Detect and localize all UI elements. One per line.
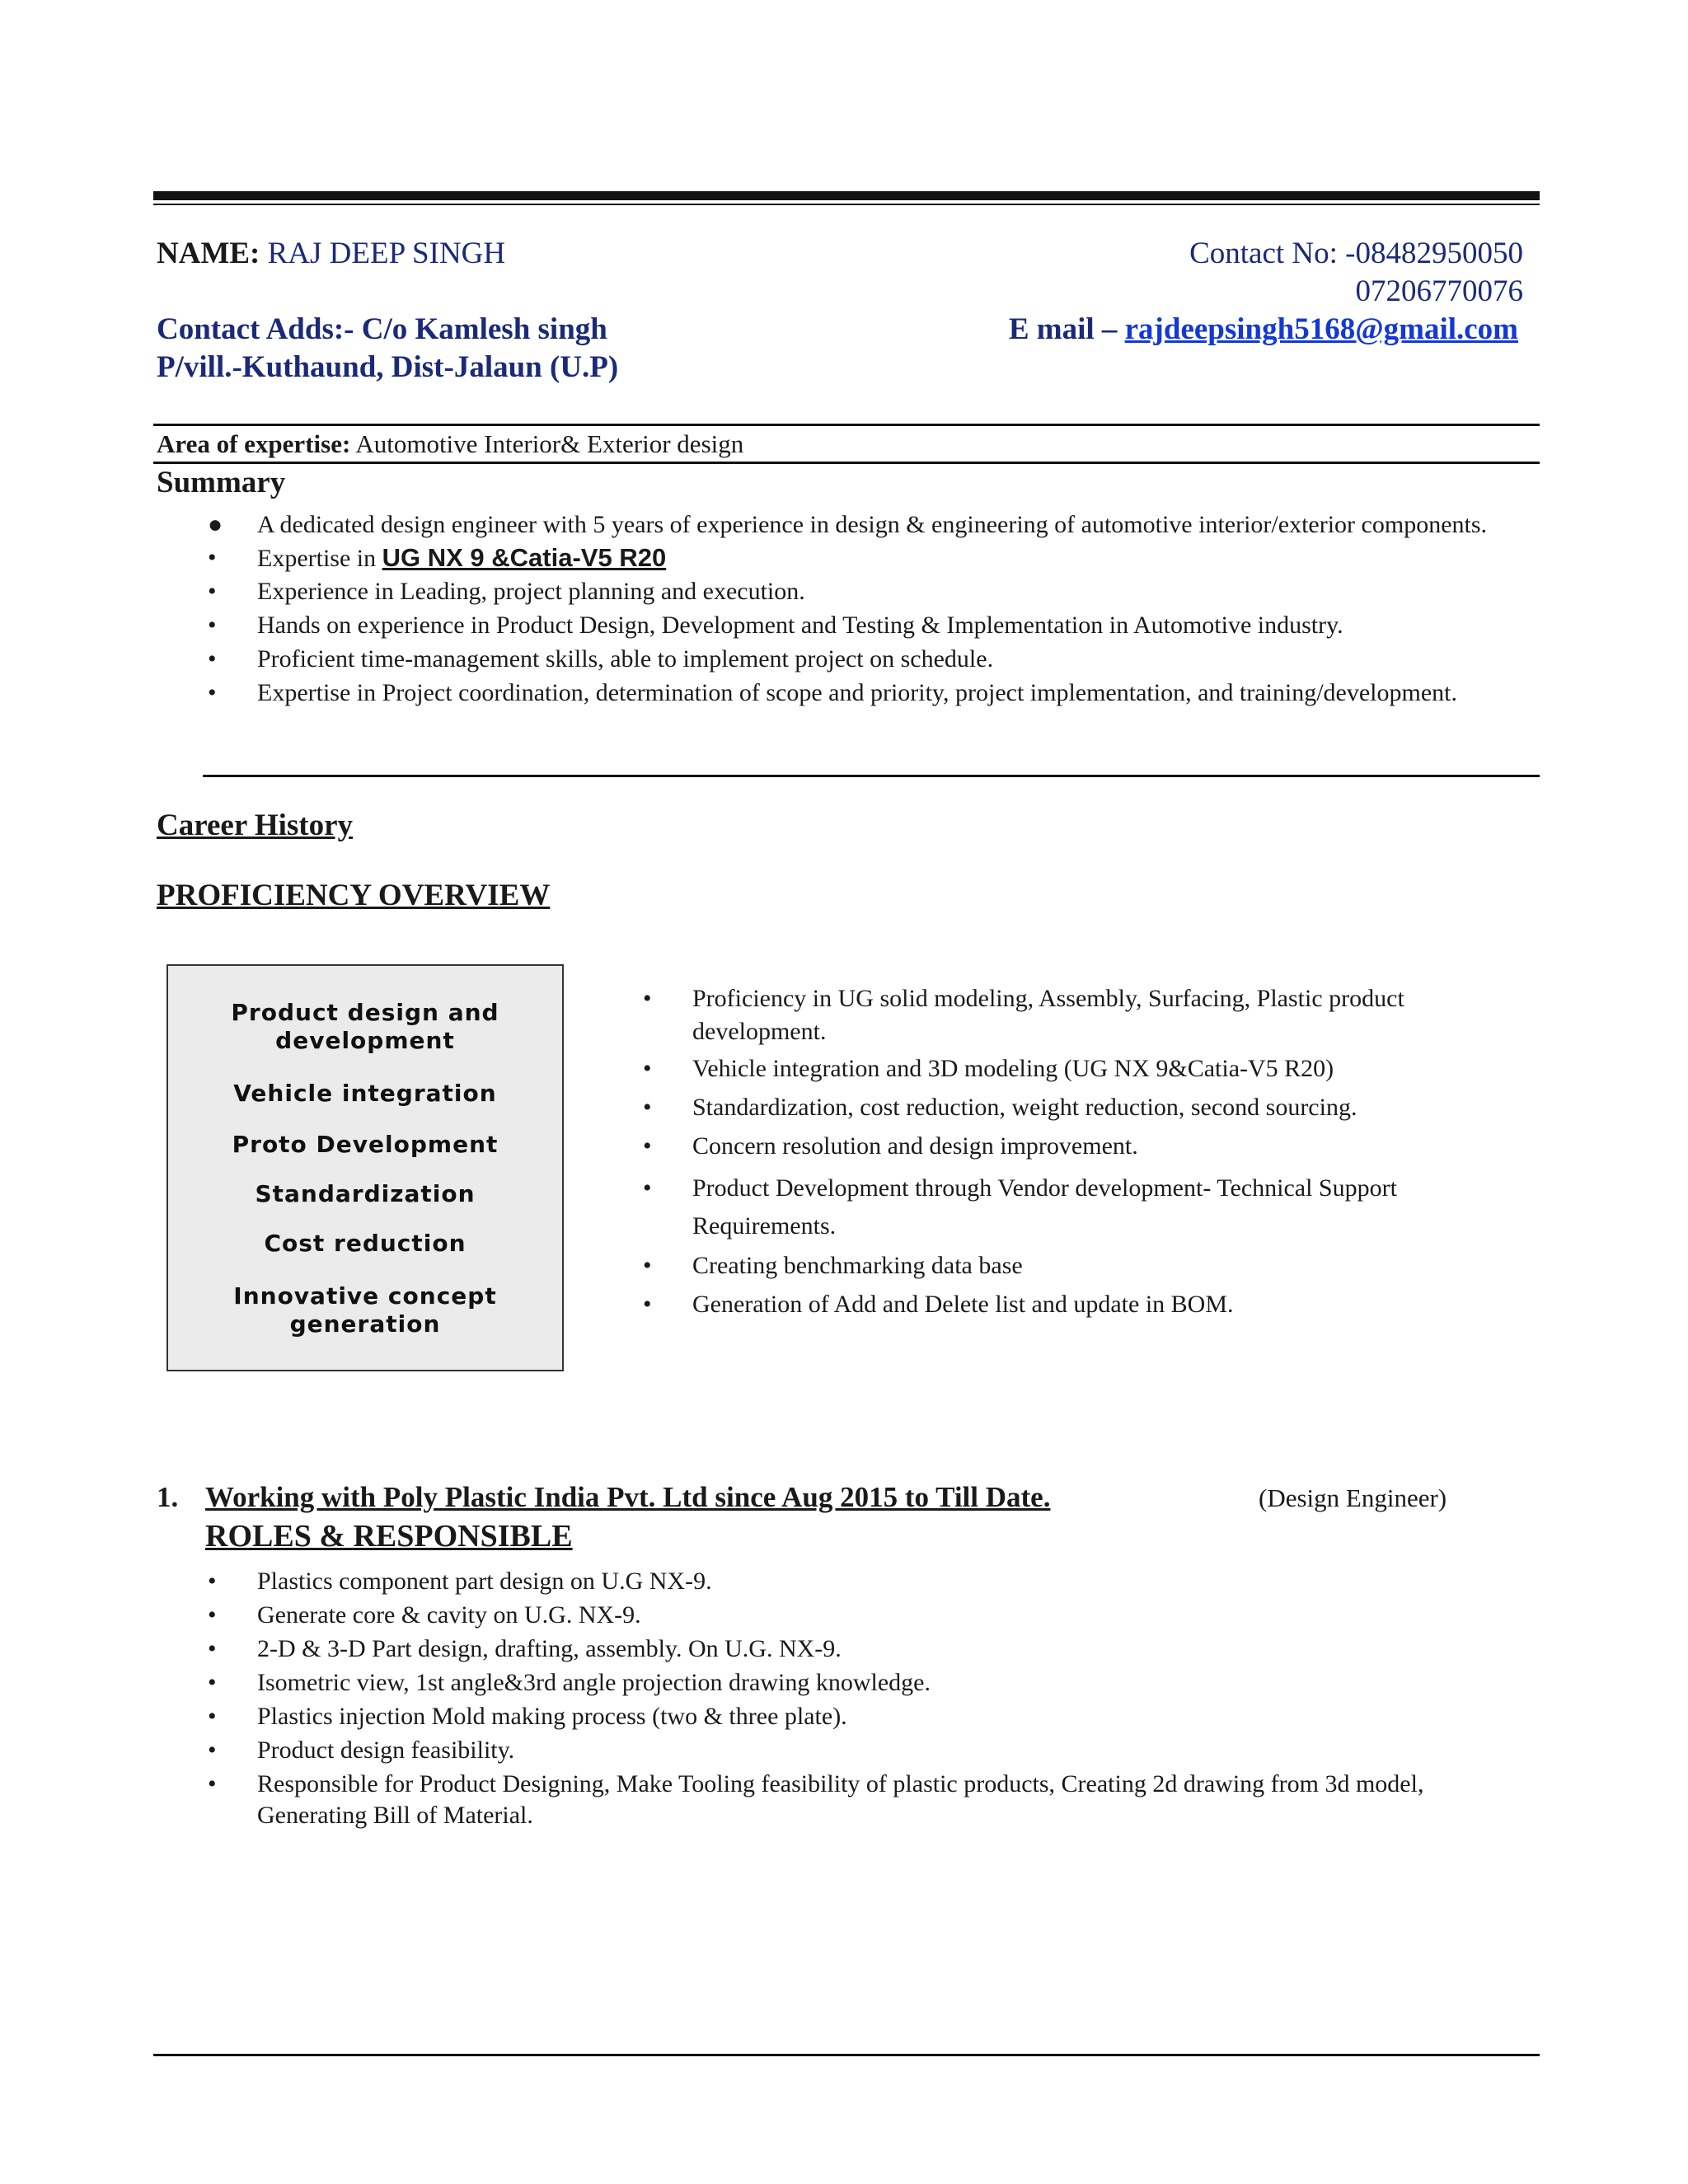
list-item: • Product design feasibility.	[208, 1736, 515, 1764]
list-item: • Concern resolution and design improvement.	[643, 1132, 1138, 1160]
job-number: 1.	[157, 1481, 179, 1513]
summary-rule	[203, 775, 1540, 777]
top-rule-thick	[153, 191, 1540, 200]
roles-list	[208, 1566, 1493, 1831]
name-label: NAME:	[157, 237, 260, 270]
job-title: Working with Poly Plastic India Pvt. Ltd since Aug 2015 to Till Date.	[205, 1481, 1051, 1513]
skill-item: Product design and development	[231, 999, 499, 1054]
skill-item: Cost reduction	[264, 1230, 467, 1257]
skill-item: Standardization	[255, 1180, 476, 1207]
top-rule-thin	[153, 204, 1540, 205]
list-item: • Plastics component part design on U.G NX-9.	[208, 1568, 712, 1595]
expertise-rule-top	[153, 424, 1540, 426]
phone-1: 08482950050	[1355, 237, 1523, 270]
list-item: • 2-D & 3-D Part design, drafting, assembly. On U.G. NX-9.	[208, 1635, 842, 1662]
contact-number	[1189, 236, 1523, 271]
job-role: (Design Engineer)	[1259, 1483, 1447, 1512]
list-item: • Product Development through Vendor development- Technical Support Requirements.	[643, 1174, 1397, 1240]
expertise-value: Automotive Interior& Exterior design	[355, 429, 744, 458]
email-line	[1009, 312, 1518, 347]
tools-highlight: UG NX 9 &Catia-V5 R20	[382, 543, 667, 572]
expertise-rule-bottom	[153, 462, 1540, 464]
list-item: • Proficiency in UG solid modeling, Assembly, Surfacing, Plastic product development.	[643, 985, 1404, 1045]
email-label: E mail –	[1008, 312, 1118, 346]
list-item: • Expertise in Project coordination, determination of scope and priority, project implementation, and training/development.	[208, 679, 1457, 706]
list-item: • Vehicle integration and 3D modeling (UG NX 9&Catia-V5 R20)	[643, 1055, 1334, 1082]
list-item: • Responsible for Product Designing, Make Tooling feasibility of plastic products, Creating 2d drawing from 3d model, Generating Bill of Material.	[208, 1770, 1424, 1829]
skills-box	[166, 964, 564, 1371]
expertise-line	[157, 429, 743, 459]
list-item: ● A dedicated design engineer with 5 years of experience in design & engineering of automotive interior/exterior components.	[208, 511, 1488, 538]
roles-heading: ROLES & RESPONSIBLE	[205, 1519, 573, 1554]
contact-label: Contact No: -	[1189, 237, 1356, 270]
address-line-1: Contact Adds:- C/o Kamlesh singh	[157, 312, 607, 346]
name-line	[157, 236, 505, 271]
list-item: • Expertise in UG NX 9 &Catia-V5 R20	[208, 543, 667, 572]
phone-2: 07206770076	[1355, 274, 1523, 308]
expertise-label: Area of expertise:	[157, 429, 351, 458]
skill-item: Vehicle integration	[233, 1080, 497, 1107]
proficiency-heading: PROFICIENCY OVERVIEW	[157, 879, 551, 912]
summary-heading: Summary	[157, 466, 286, 499]
skill-item: Innovative concept generation	[233, 1282, 497, 1338]
proficiency-list	[643, 982, 1517, 1320]
list-item: • Isometric view, 1st angle&3rd angle projection drawing knowledge.	[208, 1669, 931, 1696]
list-item: • Hands on experience in Product Design, Development and Testing & Implementation in Automotive industry.	[208, 612, 1343, 639]
email-link[interactable]: rajdeepsingh5168@gmail.com	[1124, 312, 1518, 346]
career-heading: Career History	[157, 808, 354, 842]
list-item: • Standardization, cost reduction, weight reduction, second sourcing.	[643, 1094, 1357, 1121]
list-item: • Generate core & cavity on U.G. NX-9.	[208, 1601, 641, 1629]
list-item: • Generation of Add and Delete list and update in BOM.	[643, 1291, 1234, 1318]
summary-list	[208, 509, 1493, 709]
bottom-rule	[153, 2054, 1540, 2056]
name-value: RAJ DEEP SINGH	[267, 237, 506, 270]
list-item: • Experience in Leading, project planning and execution.	[208, 578, 805, 605]
list-item: • Proficient time-management skills, able to implement project on schedule.	[208, 645, 994, 673]
skill-item: Proto Development	[232, 1131, 499, 1158]
list-item: • Plastics injection Mold making process (two & three plate).	[208, 1703, 847, 1730]
address-line-2: P/vill.-Kuthaund, Dist-Jalaun (U.P)	[157, 350, 619, 384]
list-item: • Creating benchmarking data base	[643, 1252, 1023, 1279]
